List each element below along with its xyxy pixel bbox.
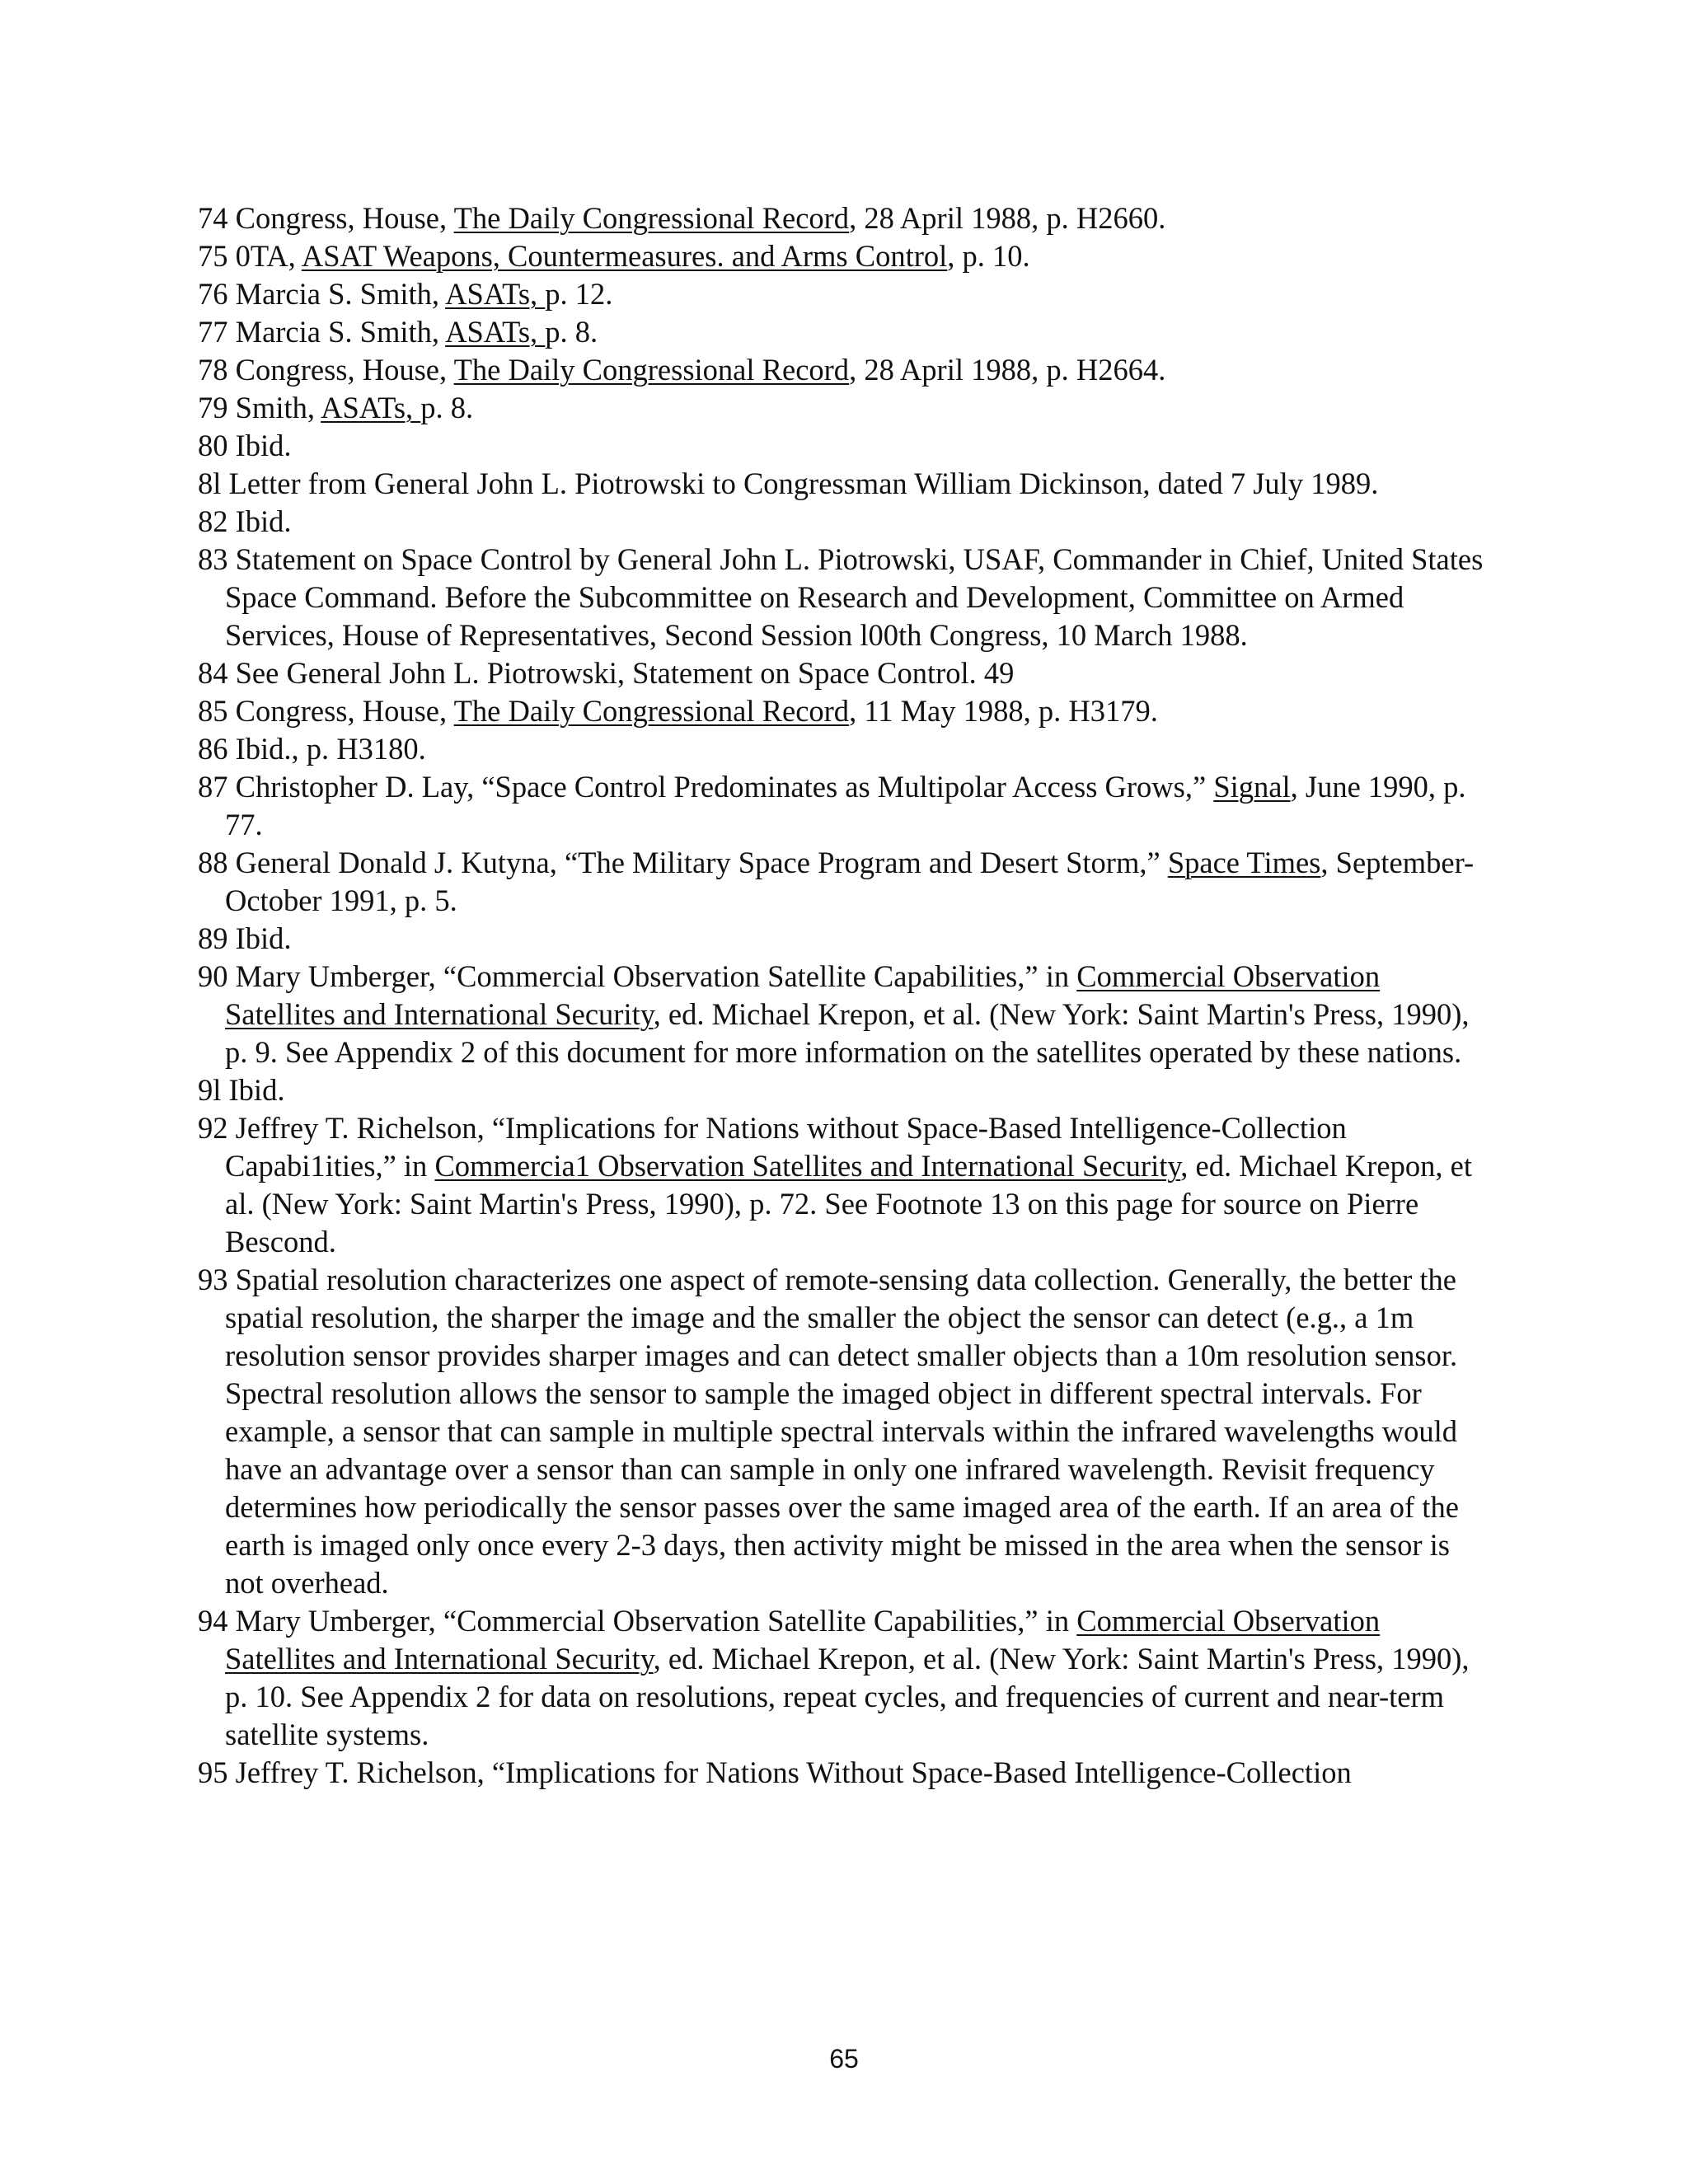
footnote-text: Mary Umberger, “Commercial Observation Satellite Capabilities,” in	[235, 1604, 1077, 1638]
footnote-94	[198, 1602, 1492, 1754]
footnote-text: , ed. Michael Krepon, et al. (New York: Saint Martin's Press, 1990), p. 10. See Appendix 2 for data on resolutions, repeat cycles, and frequencies of current and near-term satellite systems.	[225, 1642, 1470, 1751]
footnote-number: 82	[198, 504, 228, 538]
footnote-title: ASAT Weapons, Countermeasures. and Arms Control	[301, 239, 948, 273]
footnote-number: 75	[198, 239, 228, 273]
footnote-80	[198, 427, 1492, 465]
footnote-title: ASATs,	[445, 277, 546, 311]
footnote-number: 83	[198, 542, 228, 576]
footnote-title: ASATs,	[445, 315, 546, 349]
footnote-text: , ed. Michael Krepon, et al. (New York: Saint Martin's Press, 1990), p. 72. See Footnote 13 on this page for source on Pierre Bescond.	[225, 1149, 1472, 1258]
footnote-title: The Daily Congressional Record	[453, 353, 850, 387]
footnote-84	[198, 654, 1492, 692]
footnote-75	[198, 237, 1492, 275]
footnote-number: 80	[198, 429, 228, 462]
footnote-text: Christopher D. Lay, “Space Control Predominates as Multipolar Access Grows,”	[235, 770, 1214, 804]
footnote-text: Letter from General John L. Piotrowski to Congressman William Dickinson, dated 7 July 1989.	[228, 466, 1379, 500]
footnote-text: Ibid.	[235, 504, 292, 538]
footnote-title: Signal	[1213, 770, 1291, 804]
footnote-title: The Daily Congressional Record	[453, 694, 850, 728]
footnote-number: 89	[198, 921, 228, 955]
footnote-text: Mary Umberger, “Commercial Observation Satellite Capabilities,” in	[235, 959, 1077, 993]
footnote-number: 78	[198, 353, 228, 387]
footnote-text: Ibid.	[235, 429, 292, 462]
footnote-text: p. 8.	[420, 391, 474, 424]
footnote-number: 86	[198, 732, 228, 766]
footnote-title: The Daily Congressional Record	[453, 201, 850, 235]
footnote-text: Ibid.	[235, 921, 292, 955]
footnote-number: 76	[198, 277, 228, 311]
footnote-number: 94	[198, 1604, 228, 1638]
footnote-87	[198, 768, 1492, 844]
footnote-number: 93	[198, 1263, 228, 1296]
footnote-93	[198, 1261, 1492, 1602]
footnote-text: Jeffrey T. Richelson, “Implications for Nations without Space-Based Intelligence-Collection Capabi1ities,” in	[225, 1111, 1347, 1183]
footnote-90	[198, 958, 1492, 1071]
footnote-74	[198, 199, 1492, 237]
footnote-9l	[198, 1071, 1492, 1109]
footnote-text: , ed. Michael Krepon, et al. (New York: Saint Martin's Press, 1990), p. 9. See Appendix 2 of this document for more information on the satellites operated by these nations.	[225, 997, 1470, 1069]
footnote-number: 92	[198, 1111, 228, 1145]
footnote-78	[198, 351, 1492, 389]
footnote-text: p. 12.	[545, 277, 613, 311]
footnote-82	[198, 503, 1492, 541]
footnote-76	[198, 275, 1492, 313]
footnote-number: 77	[198, 315, 228, 349]
footnote-number: 95	[198, 1755, 228, 1789]
footnote-86	[198, 730, 1492, 768]
footnote-text: , 28 April 1988, p. H2664.	[849, 353, 1166, 387]
footnote-number: 85	[198, 694, 228, 728]
footnote-number: 87	[198, 770, 228, 804]
footnote-text: , June 1990, p. 77.	[225, 770, 1466, 841]
footnote-text: 0TA,	[235, 239, 302, 273]
footnote-title: Commercia1 Observation Satellites and International Security	[434, 1149, 1181, 1183]
footnote-number: 8l	[198, 466, 222, 500]
footnote-text: Ibid.	[228, 1073, 285, 1107]
footnote-text: , 28 April 1988, p. H2660.	[849, 201, 1166, 235]
footnote-text: General Donald J. Kutyna, “The Military Space Program and Desert Storm,”	[235, 846, 1168, 879]
footnote-number: 9l	[198, 1073, 222, 1107]
footnote-title: Commercial Observation Satellites and International Security	[225, 959, 1381, 1031]
footnote-list	[198, 199, 1492, 1792]
footnote-text: Statement on Space Control by General John L. Piotrowski, USAF, Commander in Chief, United States Space Command. Before the Subcommittee on Research and Development, Committee on Armed Services, House of Representatives, Second Session l00th Congress, 10 March 1988.	[225, 542, 1484, 652]
footnote-79	[198, 389, 1492, 427]
footnote-text: , p. 10.	[947, 239, 1030, 273]
footnote-88	[198, 844, 1492, 920]
footnote-number: 90	[198, 959, 228, 993]
footnote-text: Marcia S. Smith,	[235, 315, 446, 349]
footnote-text: Congress, House,	[235, 694, 454, 728]
footnote-text: , 11 May 1988, p. H3179.	[849, 694, 1158, 728]
footnote-number: 74	[198, 201, 228, 235]
footnote-text: Jeffrey T. Richelson, “Implications for Nations Without Space-Based Intelligence-Collection	[235, 1755, 1352, 1789]
footnote-text: Congress, House,	[235, 353, 454, 387]
footnote-95	[198, 1754, 1492, 1792]
page-number: 65	[829, 2044, 859, 2074]
footnote-number: 84	[198, 656, 228, 690]
footnote-text: Spatial resolution characterizes one aspect of remote-sensing data collection. Generally, the better the spatial resolution, the sharper the image and the smaller the object the sensor can detect (e.g., a 1m resolution sensor provides sharper images and can detect smaller objects than a 10m resolution sensor. Spectral resolution allows the sensor to sample the imaged object in different spectral intervals. For example, a sensor that can sample in multiple spectral intervals within the infrared wavelengths would have an advantage over a sensor than can sample in only one infrared wavelength. Revisit frequency determines how periodically the sensor passes over the same imaged area of the earth. If an area of the earth is imaged only once every 2-3 days, then activity might be missed in the area when the sensor is not overhead.	[225, 1263, 1459, 1600]
footnote-85	[198, 692, 1492, 730]
footnote-text: See General John L. Piotrowski, Statement on Space Control. 49	[235, 656, 1015, 690]
footnote-title: Space Times	[1167, 846, 1321, 879]
footnote-text: , September-October 1991, p. 5.	[225, 846, 1475, 917]
footnote-title: Commercial Observation Satellites and International Security	[225, 1604, 1381, 1675]
footnote-8l	[198, 465, 1492, 503]
footnote-92	[198, 1109, 1492, 1261]
footnote-number: 88	[198, 846, 228, 879]
footnote-number: 79	[198, 391, 228, 424]
footnote-text: Ibid., p. H3180.	[235, 732, 426, 766]
footnote-text: Congress, House,	[235, 201, 454, 235]
footnote-text: Marcia S. Smith,	[235, 277, 446, 311]
footnote-83	[198, 541, 1492, 654]
footnote-title: ASATs,	[321, 391, 421, 424]
footnote-text: p. 8.	[545, 315, 598, 349]
footnote-text: Smith,	[235, 391, 321, 424]
footnote-77	[198, 313, 1492, 351]
footnote-89	[198, 920, 1492, 958]
